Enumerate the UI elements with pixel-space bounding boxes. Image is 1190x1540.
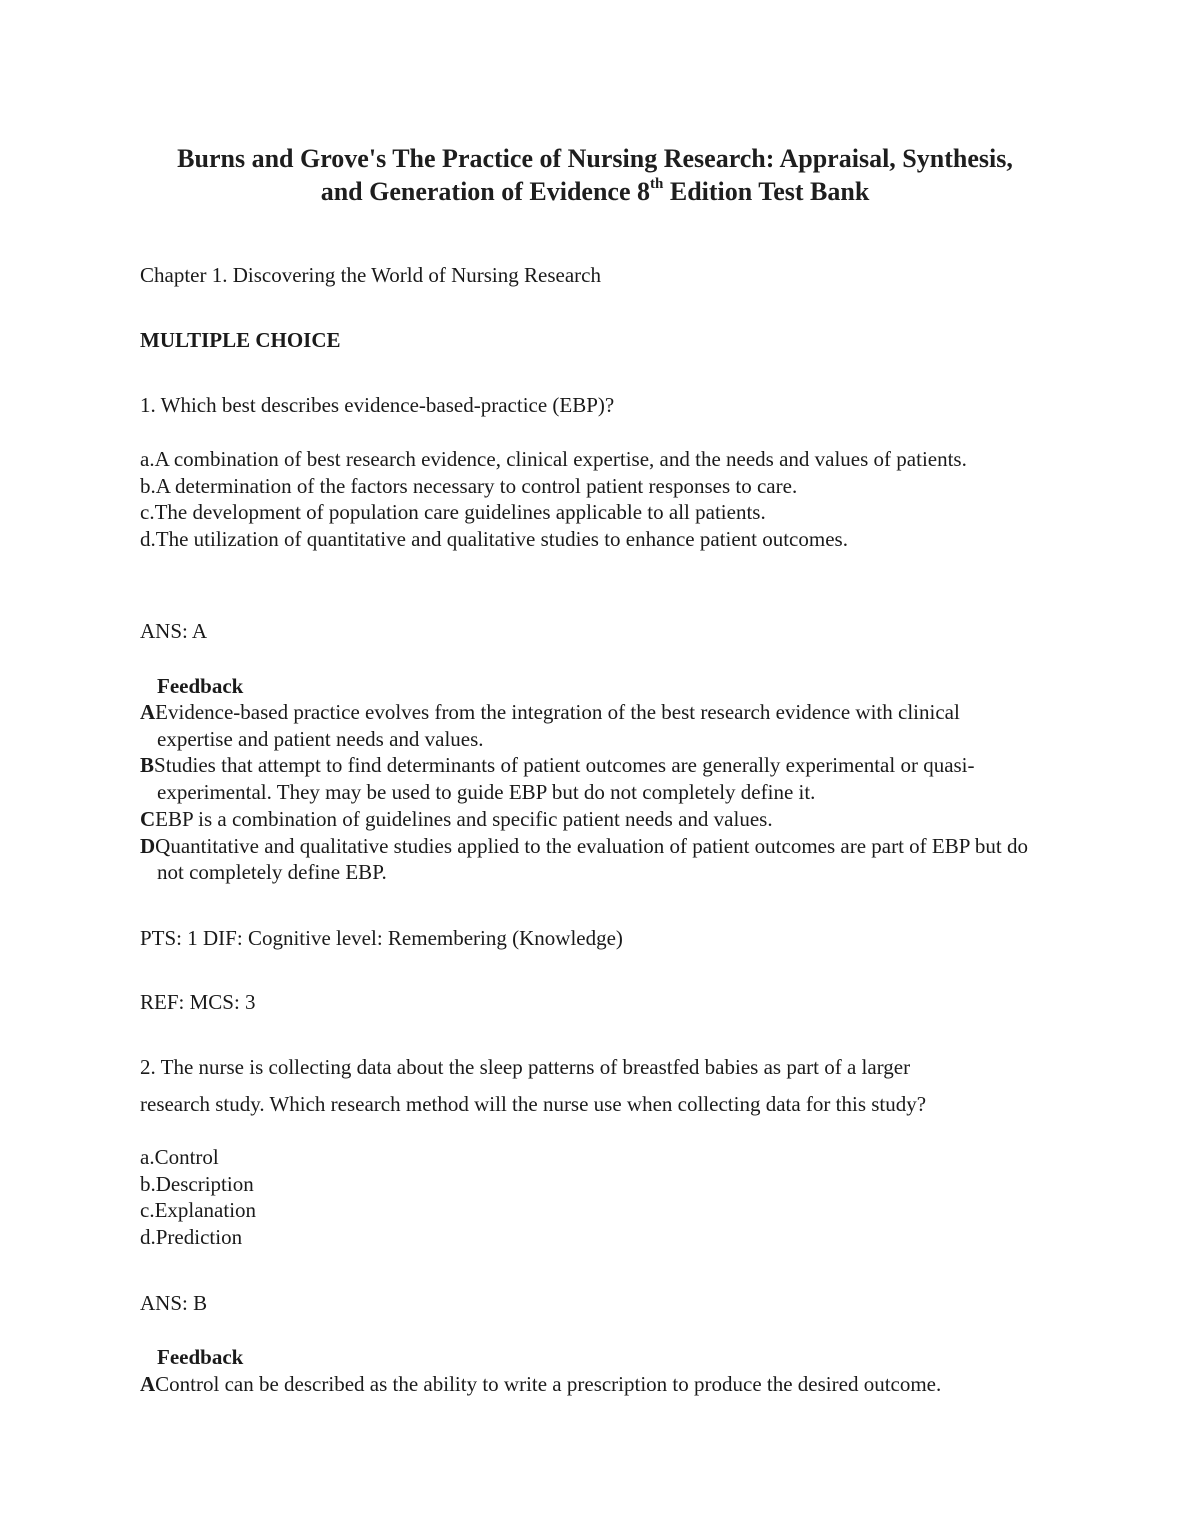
feedback-b: BStudies that attempt to find determinants of patient outcomes are generally experimental or quasi-experimental. They may be used to guide EBP but do not completely define it. (140, 753, 975, 805)
feedback-d: DQuantitative and qualitative studies applied to the evaluation of patient outcomes are part of EBP but do not completely define EBP. (140, 833, 1028, 885)
option-c: c.Explanation (140, 1198, 257, 1223)
question-2-options (140, 1144, 1040, 1251)
feedback-a: AEvidence-based practice evolves from the integration of the best research evidence with clinical expertise and patient needs and values. (140, 700, 960, 751)
title-superscript: th (650, 176, 664, 193)
section-heading: MULTIPLE CHOICE (140, 328, 341, 352)
question-1-feedback (140, 699, 1040, 886)
question-1-feedback-heading: Feedback (157, 674, 244, 698)
question-2-feedback (140, 1371, 1060, 1398)
option-c: c.The development of population care guidelines applicable to all patients. (140, 500, 766, 525)
chapter-heading: Chapter 1. Discovering the World of Nursing Research (140, 263, 601, 287)
question-2-answer: ANS: B (140, 1291, 208, 1315)
question-1-pts: PTS: 1 DIF: Cognitive level: Remembering (Knowledge) (140, 926, 623, 950)
question-1-ref: REF: MCS: 3 (140, 990, 256, 1014)
title-line-1: Burns and Grove's The Practice of Nursing Research: Appraisal, Synthesis, (177, 144, 1013, 173)
title-line-2 (100, 175, 1090, 208)
feedback-c: CEBP is a combination of guidelines and specific patient needs and values. (140, 806, 773, 831)
question-2-text-line-1: 2. The nurse is collecting data about the sleep patterns of breastfed babies as part of a larger (140, 1055, 911, 1079)
question-2-feedback-heading: Feedback (157, 1345, 244, 1369)
option-a: a.Control (140, 1145, 219, 1169)
document-title (100, 142, 1090, 208)
question-1-text: 1. Which best describes evidence-based-practice (EBP)? (140, 393, 615, 417)
feedback-a: AControl can be described as the ability to write a prescription to produce the desired outcome. (140, 1372, 942, 1396)
option-b: b.Description (140, 1171, 254, 1196)
option-d: d.The utilization of quantitative and qualitative studies to enhance patient outcomes. (140, 527, 848, 552)
question-1-options (140, 446, 1040, 553)
title-line-2-end: Edition Test Bank (663, 177, 870, 206)
option-d: d.Prediction (140, 1225, 243, 1250)
option-a: a.A combination of best research evidence, clinical expertise, and the needs and values of patients. (140, 447, 967, 471)
question-2-text-line-2: research study. Which research method will the nurse use when collecting data for this study? (140, 1092, 927, 1116)
title-line-2-start: and Generation of Evidence 8 (320, 177, 651, 206)
option-b: b.A determination of the factors necessary to control patient responses to care. (140, 473, 798, 498)
question-1-answer: ANS: A (140, 619, 208, 643)
